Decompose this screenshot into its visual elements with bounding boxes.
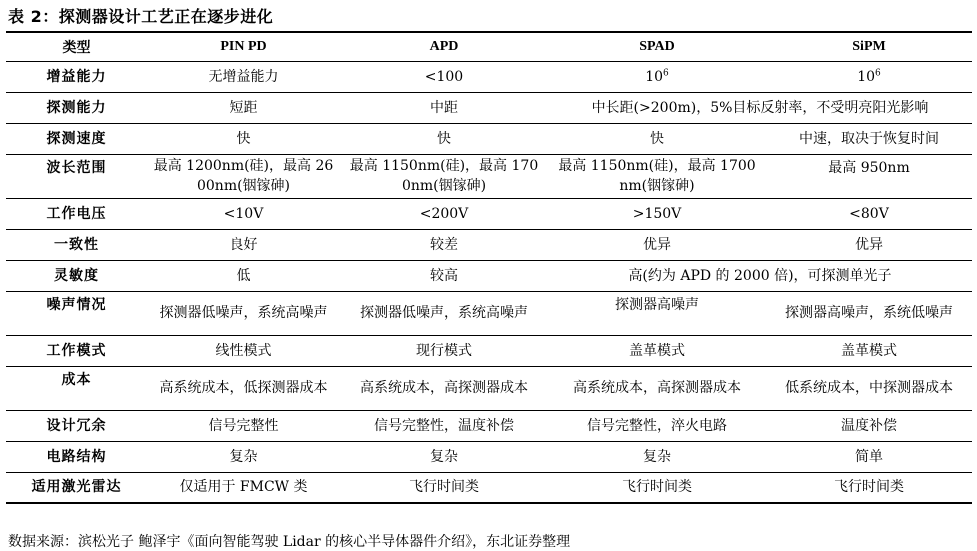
header-sipm: SiPM	[852, 38, 886, 54]
table-cell: 线性模式	[215, 342, 272, 359]
table-cell: 高系统成本，高探测器成本	[360, 380, 528, 396]
row-label: 探测能力	[46, 99, 107, 116]
data-source-note: 数据来源：滨松光子 鲍泽宇《面向智能驾驶 Lidar 的核心半导体器件介绍》，东北证券整理	[8, 534, 571, 550]
table-cell: 低系统成本，中探测器成本	[785, 380, 953, 396]
table-cell: 复杂	[643, 448, 671, 465]
table-row	[6, 229, 972, 260]
table-cell: 较高	[430, 267, 458, 284]
table-cell-merged: 高(约为 APD 的 2000 倍)，可探测单光子	[628, 267, 892, 284]
table-cell: 探测器高噪声，系统低噪声	[785, 305, 953, 321]
table-cell: 快	[650, 130, 664, 147]
table-cell: 飞行时间类	[622, 479, 692, 496]
row-label: 适用激光雷达	[31, 479, 122, 496]
table-cell: 信号完整性	[208, 417, 279, 434]
table-cell: <10V	[223, 205, 264, 222]
table-cell: 现行模式	[416, 342, 472, 359]
gain-exponent: 6	[875, 67, 881, 78]
row-label: 噪声情况	[46, 296, 107, 313]
row-label: 工作电压	[46, 205, 107, 222]
row-label: 探测速度	[46, 130, 107, 147]
header-spad: SPAD	[639, 38, 675, 54]
table-cell	[548, 61, 766, 92]
table-cell: 高系统成本，低探测器成本	[159, 380, 328, 396]
table-cell: 最高 1150nm(硅)，最高 1700nm(铟镓砷)	[558, 158, 756, 194]
table-cell: 复杂	[430, 448, 458, 465]
table-cell: 快	[236, 130, 251, 147]
table-cell: 中距	[430, 99, 458, 116]
table-row	[6, 335, 972, 366]
table-cell: 信号完整性，温度补偿	[374, 417, 514, 434]
table-cell: 探测器低噪声，系统高噪声	[159, 305, 328, 321]
row-label: 电路结构	[46, 448, 107, 465]
table-row	[6, 61, 972, 92]
table-row	[6, 472, 972, 503]
table-cell: 最高 950nm	[828, 159, 910, 176]
table-row	[6, 154, 972, 198]
row-label: 成本	[61, 371, 92, 388]
table-cell: <100	[424, 68, 464, 85]
table-cell: 复杂	[229, 448, 258, 465]
table-cell: 良好	[229, 236, 258, 253]
table-title: 表 2：探测器设计工艺正在逐步进化	[8, 7, 274, 26]
table-cell: 最高 1150nm(硅)，最高 1700nm(铟镓砷)	[349, 158, 539, 194]
row-label: 工作模式	[46, 342, 107, 359]
header-apd: APD	[429, 38, 459, 54]
row-label: 增益能力	[46, 68, 107, 85]
row-label: 设计冗余	[46, 417, 107, 434]
row-label: 灵敏度	[54, 267, 99, 284]
table-cell-merged: 中长距(>200m)，5%目标反射率，不受明亮阳光影响	[591, 99, 929, 116]
table-cell: 飞行时间类	[834, 479, 904, 496]
table-cell: 飞行时间类	[409, 479, 479, 496]
detector-comparison-table	[6, 31, 972, 504]
table-cell: <200V	[419, 205, 469, 222]
header-pin-pd: PIN PD	[220, 38, 267, 54]
table-header-row	[6, 32, 972, 61]
table-cell: 低	[236, 267, 251, 284]
table-cell: 信号完整性，淬火电路	[587, 417, 727, 434]
table-cell: 短距	[229, 99, 258, 116]
table-cell: 优异	[855, 236, 883, 253]
table-cell	[766, 61, 972, 92]
table-cell: 盖革模式	[841, 342, 897, 359]
table-cell: >150V	[632, 205, 682, 222]
header-type: 类型	[62, 40, 91, 56]
table-row	[6, 366, 972, 410]
table-cell: 快	[437, 130, 451, 147]
table-cell: 最高 1200nm(硅)，最高 2600nm(铟镓砷)	[153, 158, 334, 194]
gain-exponent: 6	[663, 67, 669, 78]
table-row	[6, 260, 972, 291]
table-cell: 探测器高噪声	[615, 296, 699, 313]
table-row	[6, 441, 972, 472]
table-cell: 无增益能力	[208, 68, 279, 85]
table-row	[6, 123, 972, 154]
table-row	[6, 92, 972, 123]
table-cell: 盖革模式	[629, 342, 685, 359]
gain-base: 10	[645, 68, 664, 85]
row-label: 波长范围	[46, 159, 107, 176]
table-cell: 仅适用于 FMCW 类	[179, 479, 308, 496]
table-cell: 中速，取决于恢复时间	[799, 130, 939, 147]
table-row	[6, 291, 972, 335]
table-cell: 简单	[855, 448, 883, 465]
table-cell: <80V	[849, 205, 889, 222]
table-cell: 优异	[643, 236, 671, 253]
table-row	[6, 410, 972, 441]
table-cell: 高系统成本，高探测器成本	[573, 380, 741, 396]
table-cell: 探测器低噪声，系统高噪声	[360, 305, 528, 321]
gain-base: 10	[857, 68, 876, 85]
row-label: 一致性	[54, 236, 99, 253]
table-cell: 较差	[430, 236, 458, 253]
table-cell: 温度补偿	[841, 417, 897, 434]
table-row	[6, 198, 972, 229]
